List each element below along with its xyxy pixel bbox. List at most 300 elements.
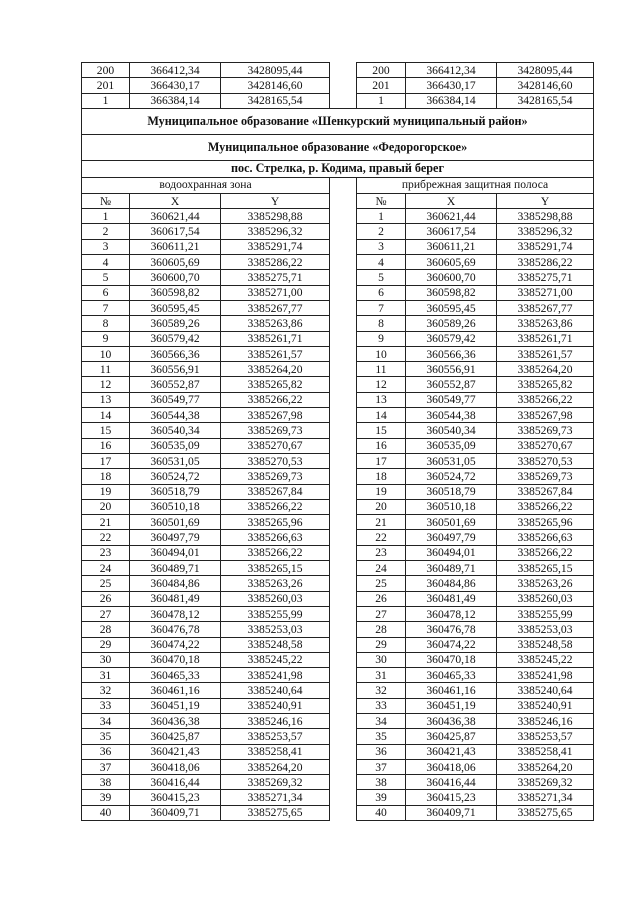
- locality-title: пос. Стрелка, р. Кодима, правый берег: [82, 160, 594, 177]
- column-gap: [330, 209, 357, 224]
- right-coord-x: 360451,19: [406, 698, 497, 713]
- right-coord-x: 360600,70: [406, 270, 497, 285]
- left-point-number: 6: [82, 285, 130, 300]
- column-gap: [330, 453, 357, 468]
- left-coord-x: 360510,18: [130, 499, 221, 514]
- left-coord-y: 3385298,88: [221, 209, 330, 224]
- table-row: [82, 285, 594, 300]
- right-point-number: 12: [357, 377, 406, 392]
- column-gap: [330, 392, 357, 407]
- right-coord-x: 360409,71: [406, 805, 497, 820]
- table-row: [82, 63, 594, 78]
- column-gap: [330, 469, 357, 484]
- table-row: [82, 362, 594, 377]
- left-coord-y: 3385275,71: [221, 270, 330, 285]
- right-coord-y: 3385263,26: [497, 576, 594, 591]
- column-gap: [330, 606, 357, 621]
- right-coord-x: 366412,34: [406, 63, 497, 78]
- right-point-number: 38: [357, 775, 406, 790]
- table-row: [82, 698, 594, 713]
- top-rows-section: [82, 63, 594, 109]
- left-coord-x: 360478,12: [130, 606, 221, 621]
- left-coord-x: 360540,34: [130, 423, 221, 438]
- left-coord-x: 360549,77: [130, 392, 221, 407]
- column-gap: [330, 744, 357, 759]
- left-coord-y: 3385266,22: [221, 499, 330, 514]
- right-coord-y: 3385241,98: [497, 668, 594, 683]
- table-row: [82, 346, 594, 361]
- left-point-number: 26: [82, 591, 130, 606]
- left-coord-x: 360566,36: [130, 346, 221, 361]
- left-coord-y: 3428146,60: [221, 78, 330, 93]
- right-coord-y: 3385240,91: [497, 698, 594, 713]
- right-coord-x: 360617,54: [406, 224, 497, 239]
- left-point-number: 23: [82, 545, 130, 560]
- left-point-number: 14: [82, 408, 130, 423]
- right-coord-y: 3385269,32: [497, 775, 594, 790]
- left-coord-x: 360552,87: [130, 377, 221, 392]
- left-point-number: 3: [82, 239, 130, 254]
- left-coord-x: 360416,44: [130, 775, 221, 790]
- table-row: [82, 515, 594, 530]
- left-coord-y: 3385264,20: [221, 759, 330, 774]
- table-row: [82, 713, 594, 728]
- right-coord-x: 360531,05: [406, 453, 497, 468]
- left-coord-y: 3385269,32: [221, 775, 330, 790]
- table-row: [82, 530, 594, 545]
- left-coord-y: 3385265,82: [221, 377, 330, 392]
- left-coord-y: 3385296,32: [221, 224, 330, 239]
- left-point-number: 15: [82, 423, 130, 438]
- left-point-number: 13: [82, 392, 130, 407]
- left-zone-title: водоохранная зона: [82, 177, 330, 193]
- right-coord-x: 360470,18: [406, 652, 497, 667]
- left-coord-y: 3385260,03: [221, 591, 330, 606]
- left-coord-x: 360409,71: [130, 805, 221, 820]
- right-coord-x: 360611,21: [406, 239, 497, 254]
- left-point-number: 11: [82, 362, 130, 377]
- right-coord-x: 360476,78: [406, 622, 497, 637]
- left-coord-x: 360617,54: [130, 224, 221, 239]
- right-coord-x: 360566,36: [406, 346, 497, 361]
- table-row: [82, 652, 594, 667]
- table-row: [82, 78, 594, 93]
- right-coord-y: 3385267,98: [497, 408, 594, 423]
- right-coord-x: 360556,91: [406, 362, 497, 377]
- right-point-number: 22: [357, 530, 406, 545]
- left-coord-y: 3385286,22: [221, 255, 330, 270]
- table-row: [82, 316, 594, 331]
- right-coord-y: 3385267,77: [497, 300, 594, 315]
- left-coord-x: 360556,91: [130, 362, 221, 377]
- right-coord-y: 3385265,15: [497, 561, 594, 576]
- right-coord-x: 360524,72: [406, 469, 497, 484]
- column-gap: [330, 775, 357, 790]
- left-point-number: 18: [82, 469, 130, 484]
- left-coord-x: 360524,72: [130, 469, 221, 484]
- left-point-number: 16: [82, 438, 130, 453]
- right-coord-y: 3385267,84: [497, 484, 594, 499]
- column-gap: [330, 729, 357, 744]
- table-row: [82, 622, 594, 637]
- table-row: [82, 606, 594, 621]
- left-point-number: 201: [82, 78, 130, 93]
- left-point-number: 40: [82, 805, 130, 820]
- column-gap: [330, 270, 357, 285]
- table-row: [82, 408, 594, 423]
- left-coord-y: 3385261,71: [221, 331, 330, 346]
- left-coord-x: 360418,06: [130, 759, 221, 774]
- column-gap: [330, 561, 357, 576]
- left-coord-y: 3385258,41: [221, 744, 330, 759]
- column-gap: [330, 177, 357, 193]
- right-coord-x: 360416,44: [406, 775, 497, 790]
- coordinate-rows-section: [82, 209, 594, 821]
- column-gap: [330, 78, 357, 93]
- left-coord-x: 360421,43: [130, 744, 221, 759]
- left-coord-x: 360415,23: [130, 790, 221, 805]
- left-coord-x: 360501,69: [130, 515, 221, 530]
- column-gap: [330, 591, 357, 606]
- left-point-number: 20: [82, 499, 130, 514]
- column-gap: [330, 193, 357, 208]
- right-coord-x: 360518,79: [406, 484, 497, 499]
- left-point-number: 1: [82, 209, 130, 224]
- right-coord-x: 360535,09: [406, 438, 497, 453]
- left-coord-x: 360481,49: [130, 591, 221, 606]
- header-section: [82, 108, 594, 208]
- right-coord-y: 3385296,32: [497, 224, 594, 239]
- table-row: [82, 637, 594, 652]
- column-gap: [330, 377, 357, 392]
- right-point-number: 32: [357, 683, 406, 698]
- table-row: [82, 270, 594, 285]
- left-coord-y: 3385271,34: [221, 790, 330, 805]
- left-coord-x: 360605,69: [130, 255, 221, 270]
- right-coord-x: 360540,34: [406, 423, 497, 438]
- left-point-number: 1: [82, 93, 130, 108]
- right-coord-y: 3385269,73: [497, 423, 594, 438]
- municipal-settlement-title: Муниципальное образование «Федорогорское»: [82, 134, 594, 160]
- right-coord-x: 360478,12: [406, 606, 497, 621]
- right-point-number: 23: [357, 545, 406, 560]
- left-coord-x: 366384,14: [130, 93, 221, 108]
- right-point-number: 200: [357, 63, 406, 78]
- left-coord-y: 3385240,64: [221, 683, 330, 698]
- left-coord-x: 360579,42: [130, 331, 221, 346]
- right-coord-y: 3385260,03: [497, 591, 594, 606]
- right-coord-x: 360425,87: [406, 729, 497, 744]
- column-gap: [330, 545, 357, 560]
- left-point-number: 33: [82, 698, 130, 713]
- right-coord-y: 3385286,22: [497, 255, 594, 270]
- left-point-number: 39: [82, 790, 130, 805]
- left-coord-y: 3385245,22: [221, 652, 330, 667]
- right-coord-x: 360595,45: [406, 300, 497, 315]
- right-point-number: 29: [357, 637, 406, 652]
- right-coord-x: 360484,86: [406, 576, 497, 591]
- column-gap: [330, 698, 357, 713]
- left-coord-y: 3385265,96: [221, 515, 330, 530]
- column-gap: [330, 285, 357, 300]
- column-gap: [330, 362, 357, 377]
- left-point-number: 27: [82, 606, 130, 621]
- table-row: [82, 729, 594, 744]
- column-gap: [330, 668, 357, 683]
- left-coord-y: 3385291,74: [221, 239, 330, 254]
- right-coord-y: 3385291,74: [497, 239, 594, 254]
- left-coord-x: 360474,22: [130, 637, 221, 652]
- left-coord-x: 360470,18: [130, 652, 221, 667]
- left-coord-y: 3385275,65: [221, 805, 330, 820]
- table-row: [82, 790, 594, 805]
- left-coord-x: 360535,09: [130, 438, 221, 453]
- left-coord-y: 3385267,84: [221, 484, 330, 499]
- left-header-y: Y: [221, 193, 330, 208]
- right-point-number: 20: [357, 499, 406, 514]
- left-coord-y: 3385266,22: [221, 545, 330, 560]
- right-coord-y: 3385271,34: [497, 790, 594, 805]
- coordinates-table: [81, 62, 594, 821]
- column-gap: [330, 576, 357, 591]
- left-coord-x: 360600,70: [130, 270, 221, 285]
- left-point-number: 31: [82, 668, 130, 683]
- left-coord-y: 3385266,22: [221, 392, 330, 407]
- column-gap: [330, 499, 357, 514]
- table-row: [82, 805, 594, 820]
- column-gap: [330, 331, 357, 346]
- left-coord-x: 360531,05: [130, 453, 221, 468]
- left-coord-x: 366430,17: [130, 78, 221, 93]
- right-point-number: 15: [357, 423, 406, 438]
- right-header-number: №: [357, 193, 406, 208]
- right-coord-y: 3385246,16: [497, 713, 594, 728]
- left-point-number: 5: [82, 270, 130, 285]
- left-coord-x: 360598,82: [130, 285, 221, 300]
- right-point-number: 27: [357, 606, 406, 621]
- left-coord-y: 3385267,77: [221, 300, 330, 315]
- left-point-number: 34: [82, 713, 130, 728]
- column-gap: [330, 652, 357, 667]
- table-row: [82, 255, 594, 270]
- table-row: [82, 239, 594, 254]
- right-coord-y: 3385275,71: [497, 270, 594, 285]
- right-point-number: 39: [357, 790, 406, 805]
- right-point-number: 16: [357, 438, 406, 453]
- column-gap: [330, 239, 357, 254]
- left-point-number: 12: [82, 377, 130, 392]
- table-row: [82, 224, 594, 239]
- right-coord-x: 360589,26: [406, 316, 497, 331]
- right-point-number: 25: [357, 576, 406, 591]
- left-point-number: 29: [82, 637, 130, 652]
- left-coord-x: 360518,79: [130, 484, 221, 499]
- left-point-number: 17: [82, 453, 130, 468]
- left-point-number: 36: [82, 744, 130, 759]
- table-row: [82, 469, 594, 484]
- left-coord-y: 3428095,44: [221, 63, 330, 78]
- left-coord-y: 3385263,86: [221, 316, 330, 331]
- right-point-number: 5: [357, 270, 406, 285]
- right-coord-y: 3385264,20: [497, 759, 594, 774]
- right-coord-x: 366430,17: [406, 78, 497, 93]
- column-gap: [330, 93, 357, 108]
- column-gap: [330, 438, 357, 453]
- column-gap: [330, 300, 357, 315]
- left-coord-y: 3385246,16: [221, 713, 330, 728]
- right-point-number: 31: [357, 668, 406, 683]
- right-point-number: 1: [357, 93, 406, 108]
- table-row: [82, 453, 594, 468]
- left-coord-x: 360461,16: [130, 683, 221, 698]
- left-coord-y: 3385255,99: [221, 606, 330, 621]
- table-row: [82, 683, 594, 698]
- table-row: [82, 561, 594, 576]
- left-coord-y: 3385269,73: [221, 423, 330, 438]
- table-row: [82, 744, 594, 759]
- column-gap: [330, 63, 357, 78]
- right-point-number: 21: [357, 515, 406, 530]
- right-point-number: 9: [357, 331, 406, 346]
- right-coord-x: 366384,14: [406, 93, 497, 108]
- left-point-number: 24: [82, 561, 130, 576]
- right-coord-y: 3385266,22: [497, 499, 594, 514]
- right-coord-x: 360481,49: [406, 591, 497, 606]
- left-point-number: 10: [82, 346, 130, 361]
- column-gap: [330, 255, 357, 270]
- right-coord-y: 3385245,22: [497, 652, 594, 667]
- right-point-number: 30: [357, 652, 406, 667]
- left-point-number: 30: [82, 652, 130, 667]
- table-row: [82, 775, 594, 790]
- left-point-number: 37: [82, 759, 130, 774]
- table-row: [82, 545, 594, 560]
- right-coord-y: 3385253,57: [497, 729, 594, 744]
- right-zone-title: прибрежная защитная полоса: [357, 177, 594, 193]
- municipal-district-title: Муниципальное образование «Шенкурский муниципальный район»: [82, 108, 594, 134]
- table-row: [82, 591, 594, 606]
- right-coord-y: 3385266,22: [497, 392, 594, 407]
- left-coord-x: 360436,38: [130, 713, 221, 728]
- right-point-number: 36: [357, 744, 406, 759]
- right-point-number: 201: [357, 78, 406, 93]
- right-coord-y: 3428165,54: [497, 93, 594, 108]
- table-row: [82, 300, 594, 315]
- left-header-number: №: [82, 193, 130, 208]
- left-coord-x: 360497,79: [130, 530, 221, 545]
- right-point-number: 8: [357, 316, 406, 331]
- right-coord-y: 3385261,57: [497, 346, 594, 361]
- left-point-number: 32: [82, 683, 130, 698]
- right-coord-y: 3385255,99: [497, 606, 594, 621]
- right-point-number: 1: [357, 209, 406, 224]
- left-coord-x: 360611,21: [130, 239, 221, 254]
- left-coord-y: 3385266,63: [221, 530, 330, 545]
- right-coord-x: 360552,87: [406, 377, 497, 392]
- left-coord-x: 360484,86: [130, 576, 221, 591]
- table-row: [82, 438, 594, 453]
- left-coord-y: 3385267,98: [221, 408, 330, 423]
- left-point-number: 7: [82, 300, 130, 315]
- right-coord-x: 360436,38: [406, 713, 497, 728]
- right-coord-y: 3385269,73: [497, 469, 594, 484]
- right-coord-x: 360497,79: [406, 530, 497, 545]
- left-coord-y: 3385270,53: [221, 453, 330, 468]
- right-coord-y: 3385270,67: [497, 438, 594, 453]
- table-row: [82, 484, 594, 499]
- right-coord-y: 3385261,71: [497, 331, 594, 346]
- left-point-number: 38: [82, 775, 130, 790]
- right-point-number: 11: [357, 362, 406, 377]
- right-coord-y: 3385265,96: [497, 515, 594, 530]
- column-gap: [330, 408, 357, 423]
- right-point-number: 26: [357, 591, 406, 606]
- left-point-number: 35: [82, 729, 130, 744]
- right-point-number: 10: [357, 346, 406, 361]
- left-point-number: 2: [82, 224, 130, 239]
- right-point-number: 24: [357, 561, 406, 576]
- table-row: [82, 93, 594, 108]
- table-row: [82, 331, 594, 346]
- left-point-number: 9: [82, 331, 130, 346]
- right-point-number: 40: [357, 805, 406, 820]
- right-point-number: 33: [357, 698, 406, 713]
- column-gap: [330, 224, 357, 239]
- right-coord-y: 3385266,63: [497, 530, 594, 545]
- left-coord-x: 360425,87: [130, 729, 221, 744]
- left-header-x: X: [130, 193, 221, 208]
- left-coord-y: 3385248,58: [221, 637, 330, 652]
- left-coord-x: 366412,34: [130, 63, 221, 78]
- table-row: [82, 668, 594, 683]
- column-gap: [330, 423, 357, 438]
- right-coord-y: 3385265,82: [497, 377, 594, 392]
- right-coord-x: 360549,77: [406, 392, 497, 407]
- right-coord-x: 360510,18: [406, 499, 497, 514]
- right-coord-x: 360579,42: [406, 331, 497, 346]
- left-point-number: 8: [82, 316, 130, 331]
- left-point-number: 21: [82, 515, 130, 530]
- table-row: [82, 759, 594, 774]
- right-point-number: 37: [357, 759, 406, 774]
- column-gap: [330, 759, 357, 774]
- right-coord-y: 3385253,03: [497, 622, 594, 637]
- left-point-number: 4: [82, 255, 130, 270]
- column-gap: [330, 790, 357, 805]
- column-gap: [330, 637, 357, 652]
- right-coord-x: 360461,16: [406, 683, 497, 698]
- right-coord-y: 3385263,86: [497, 316, 594, 331]
- table-row: [82, 576, 594, 591]
- left-coord-x: 360621,44: [130, 209, 221, 224]
- right-coord-x: 360421,43: [406, 744, 497, 759]
- left-coord-x: 360595,45: [130, 300, 221, 315]
- left-coord-x: 360476,78: [130, 622, 221, 637]
- left-coord-y: 3385263,26: [221, 576, 330, 591]
- right-point-number: 19: [357, 484, 406, 499]
- left-coord-y: 3385271,00: [221, 285, 330, 300]
- table-row: [82, 392, 594, 407]
- left-point-number: 25: [82, 576, 130, 591]
- column-gap: [330, 805, 357, 820]
- right-point-number: 4: [357, 255, 406, 270]
- right-coord-y: 3385258,41: [497, 744, 594, 759]
- left-coord-y: 3385261,57: [221, 346, 330, 361]
- right-point-number: 34: [357, 713, 406, 728]
- right-point-number: 17: [357, 453, 406, 468]
- table-row: [82, 499, 594, 514]
- left-point-number: 28: [82, 622, 130, 637]
